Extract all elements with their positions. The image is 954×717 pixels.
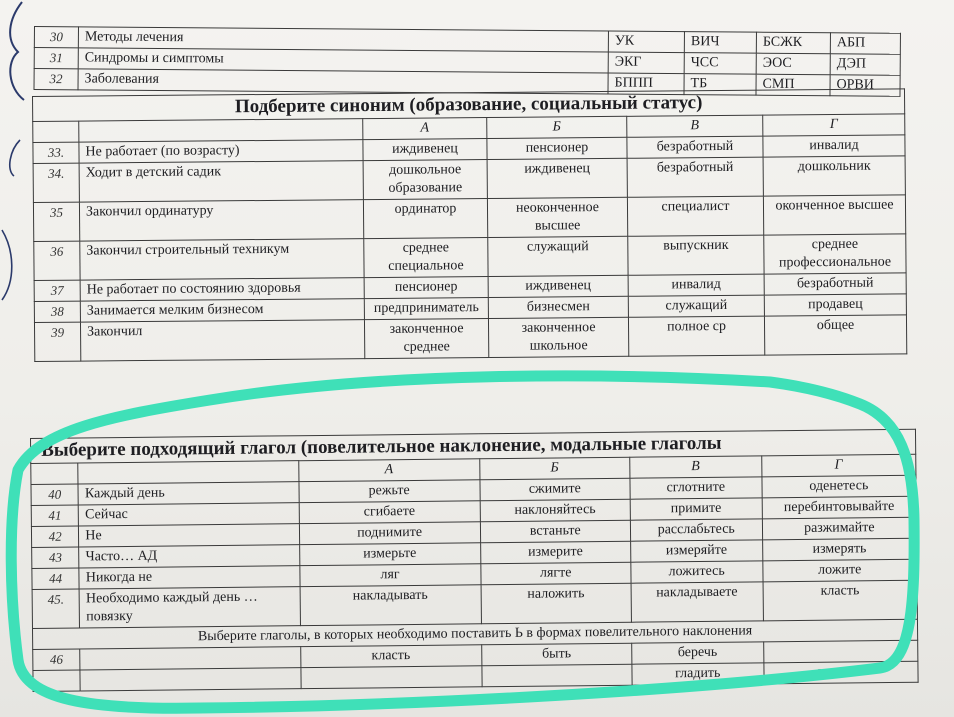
row-label: Закончил ординатуру — [79, 200, 363, 241]
option-v: сглотните — [630, 477, 762, 499]
option-a: среднее специальное — [364, 238, 488, 278]
option-cell: ВИЧ — [684, 32, 756, 54]
option-v: служащий — [628, 295, 764, 317]
row-label: Заболевания — [78, 69, 608, 94]
row-label: Не — [79, 524, 299, 547]
option-g: красить — [763, 661, 918, 684]
instruction-text: Выберите глаголы, в которых необходимо поставить Ь в формах повелительного наклонения — [32, 619, 917, 649]
empty-cell — [80, 668, 300, 691]
option-a: пенсионер — [364, 277, 488, 299]
option-a: иждивенец — [363, 139, 487, 161]
row-number: 40 — [31, 484, 79, 505]
option-b: наложить — [481, 583, 632, 624]
option-cell: БППП — [608, 73, 684, 95]
option-cell: ЧСС — [684, 53, 756, 75]
option-b: измерите — [480, 541, 630, 564]
option-v: накладываете — [631, 582, 763, 622]
option-g: безработный — [764, 273, 906, 295]
option-a — [300, 666, 481, 689]
row-label: Никогда не — [79, 566, 299, 589]
option-a: предприниматель — [364, 298, 488, 320]
option-v: выпускник — [628, 235, 764, 275]
option-a: режьте — [299, 480, 480, 503]
option-b: служащий — [488, 236, 628, 276]
option-a: класть — [300, 645, 481, 668]
option-v: инвалид — [628, 274, 764, 296]
table-row — [34, 315, 906, 362]
row-number: 30 — [34, 27, 78, 48]
option-g: перебинтовывайте — [762, 496, 917, 519]
option-g: оконченное высшее — [763, 195, 905, 235]
column-header: Б — [479, 457, 629, 480]
option-v: примите — [630, 498, 762, 520]
row-label: Не работает (по возрасту) — [79, 140, 363, 163]
row-number: 39 — [34, 322, 80, 361]
empty-cell — [31, 463, 79, 484]
option-cell: АБП — [830, 33, 900, 55]
column-header: В — [630, 456, 762, 478]
option-v: безработный — [627, 136, 763, 158]
empty-cell — [33, 670, 81, 691]
row-label: Каждый день — [78, 482, 298, 505]
option-cell: СМП — [756, 74, 830, 96]
row-number: 38 — [34, 301, 80, 322]
row-number: 32 — [34, 69, 78, 90]
row-number: 43 — [32, 547, 80, 568]
row-label: Ходит в детский садик — [79, 161, 363, 202]
option-g: класть — [763, 580, 918, 621]
row-label: Занимается мелким бизнесом — [80, 299, 364, 322]
option-v: гладить — [632, 663, 764, 685]
abbreviation-table — [33, 26, 900, 97]
row-number: 36 — [34, 241, 80, 280]
option-b: законченное школьное — [488, 317, 628, 357]
verb-table — [30, 429, 919, 692]
row-number: 46 — [33, 649, 81, 670]
option-g: инвалид — [763, 135, 905, 157]
row-number: 41 — [31, 505, 79, 526]
column-header: А — [298, 459, 479, 482]
row-label: Не работает по состоянию здоровья — [80, 278, 364, 301]
option-a: дошкольное образование — [363, 160, 487, 200]
row-number: 42 — [31, 526, 79, 547]
row-number: 34. — [33, 163, 79, 202]
row-label: Необходимо каждый день … повязку — [79, 587, 300, 628]
column-header: Г — [763, 114, 905, 136]
column-header: В — [627, 115, 763, 137]
option-g: измерять — [762, 538, 917, 561]
option-b: неоконченное высшее — [487, 197, 627, 237]
option-g: дошкольник — [763, 156, 905, 196]
option-g — [763, 640, 918, 663]
option-g: продавец — [764, 294, 906, 316]
option-g: оденетесь — [762, 475, 917, 498]
row-label: Синдромы и симптомы — [78, 48, 608, 73]
option-g: ложите — [762, 559, 917, 582]
option-b: бизнесмен — [488, 296, 628, 318]
option-a: поднимите — [299, 522, 480, 545]
row-label: Закончил — [80, 320, 364, 361]
option-g: среднее профессиональное — [764, 234, 906, 274]
row-number: 45. — [32, 589, 80, 628]
empty-cell — [78, 461, 298, 484]
row-label: Методы лечения — [78, 27, 608, 52]
option-b: сжимите — [480, 478, 630, 501]
option-a: сгибаете — [299, 501, 480, 524]
option-v: безработный — [627, 157, 763, 197]
column-header: А — [363, 118, 487, 140]
row-number: 35 — [33, 202, 79, 241]
option-cell: УК — [608, 31, 684, 53]
option-b — [482, 664, 632, 687]
option-cell: ОРВИ — [830, 75, 900, 97]
row-label: Закончил строительный техникум — [80, 239, 364, 280]
row-number: 37 — [34, 280, 80, 301]
option-cell: ЭКГ — [608, 52, 684, 74]
option-b: быть — [481, 643, 631, 666]
empty-cell — [80, 647, 300, 670]
option-v: беречь — [632, 642, 764, 664]
synonym-table — [32, 88, 907, 362]
option-a: ляг — [299, 564, 480, 587]
option-g: разжимайте — [762, 517, 917, 540]
option-b: лягте — [480, 562, 630, 585]
option-a: ординатор — [363, 199, 487, 239]
column-header: Б — [487, 116, 627, 138]
option-a: законченное среднее — [364, 319, 488, 359]
option-cell: ЭОС — [756, 53, 830, 75]
row-label: Сейчас — [79, 503, 299, 526]
option-cell: БСЖК — [756, 32, 830, 54]
column-header: Г — [761, 454, 916, 477]
row-number: 31 — [34, 48, 78, 69]
option-b: пенсионер — [487, 137, 627, 159]
option-g: общее — [764, 315, 906, 355]
option-b: иждивенец — [487, 158, 627, 198]
option-v: специалист — [627, 196, 763, 236]
row-number: 33. — [33, 142, 79, 163]
option-v: ложитесь — [631, 561, 763, 583]
option-v: полное ср — [628, 316, 764, 356]
section-title: Выберите подходящий глагол (повелительное наклонение, модальные глаголы — [31, 429, 916, 463]
option-a: накладывать — [300, 585, 482, 626]
empty-cell — [79, 119, 363, 142]
option-cell: ТБ — [684, 74, 756, 96]
option-b: наклоняйтесь — [480, 499, 630, 522]
option-a: измерьте — [299, 543, 480, 566]
row-number: 44 — [32, 568, 80, 589]
option-v: измеряйте — [630, 540, 762, 562]
section-title: Подберите синоним (образование, социальный статус) — [33, 89, 905, 122]
option-b: встаньте — [480, 520, 630, 543]
option-v: расслабьтесь — [630, 519, 762, 541]
option-b: иждивенец — [488, 275, 628, 297]
empty-cell — [33, 121, 79, 142]
option-cell: ДЭП — [830, 54, 900, 76]
row-label: Часто… АД — [79, 545, 299, 568]
